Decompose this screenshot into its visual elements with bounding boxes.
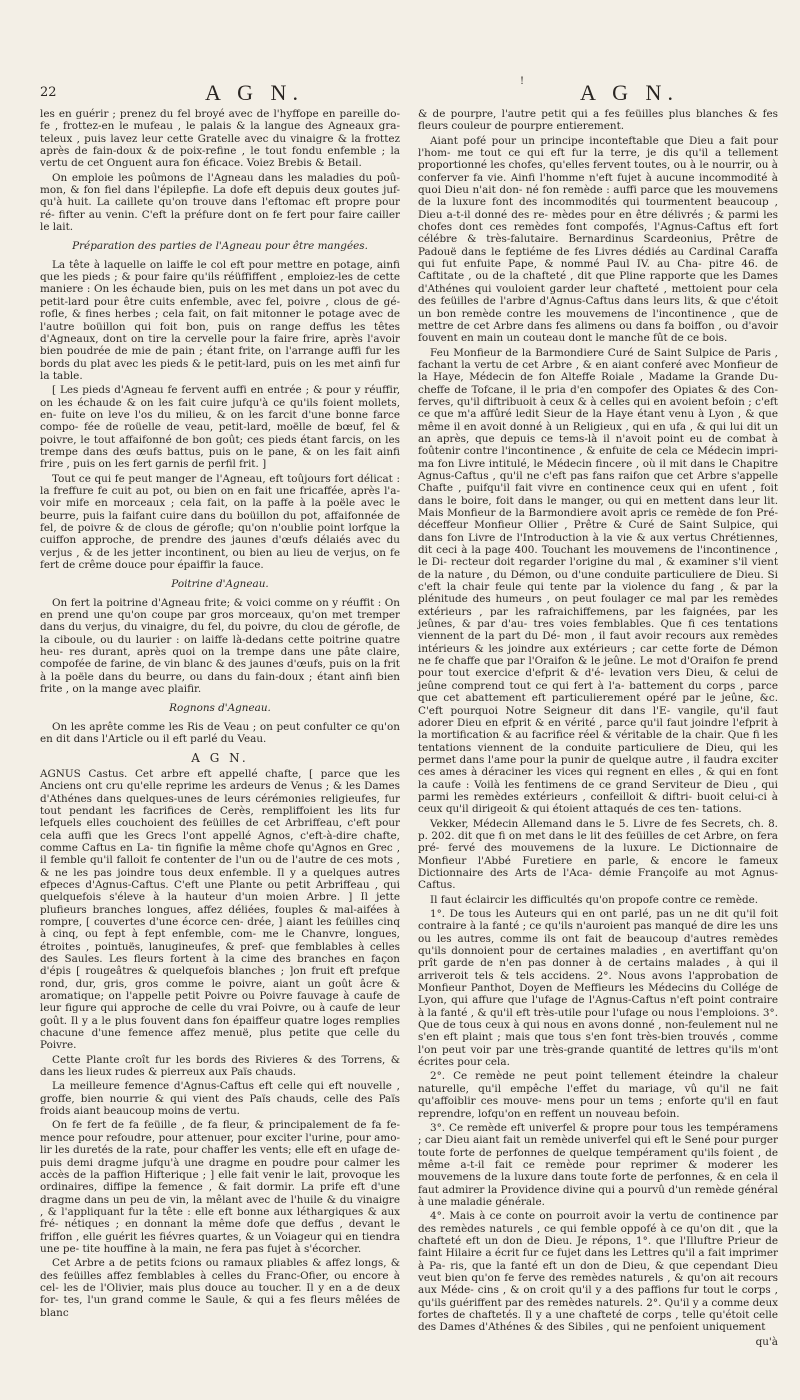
paragraph: Il faut éclaircir les difficultés qu'on propofe contre ce remède. [430,893,759,906]
paragraph: 4°. Mais à ce conte on pourroit avoir la vertu de continence par des remèdes naturels , ce qui femble oppofé à ce qu'on dit , que la chafteté eft un don de Dieu. Je répons, 1°. que l'Illuftre Prieur de faint Hilaire a écrit fur ce fujet dans les Lettres qu'il a fait imprimer à Pa- ris, que la fanté eft un don de Dieu, & que cependant Dieu veut bien qu'on fe ferve des remèdes naturels , & qu'on ait recours aux Méde- cins , & on croit qu'il y a des paffions fur tout le corps , qu'ils guériffent par des remèdes naturels. 2°. Qu'il y a comme deux fortes de chaftetés. Il y a une chafteté de corps , telle qu'étoit celle des Dames d'Athénes & des Sibiles , qui ne penfoient uniquement [418,1210,778,1334]
paragraph: La meilleure femence d'Agnus-Caftus eft celle qui eft nouvelle , groffe, bien nourrie & qui vient des Païs chauds, celle des Païs froids aiant beaucoup moins de vertu. [40,1080,400,1118]
running-head-right: A G N. [580,80,679,105]
running-head-left: A G N. [205,80,304,105]
paragraph: Aiant pofé pour un principe inconteftable que Dieu a fait pour l'hom- me tout ce qui eft fur la terre, je dis qu'il a tellement proportionné les chofes, qu'elles fervent toutes, ou à le nourrir, ou à conferver fa vie. Ainfi l'homme n'eft fujet à aucune incommodité à quoi Dieu n'ait don- né fon remède : auffi parce que les mouvemens de la luxure font des incommodités qui tourmentent beaucoup , Dieu a-t-il donné des re- mèdes pour en être délivrés ; & parmi les chofes dont ces remèdes font compofés, l'Agnus-Caftus eft fort célébre & très-falutaire. Bernardinus Scardeonius, Prêtre de Padouë dans le feptiéme de fes Livres dédiés au Cardinal Caraffa qui fut enfuite Pape, & nommé Paul IV. au Cha- pitre 46. de Caftitate , ou de la chafteté , dit que Pline rapporte que les Dames d'Athénes qui vouloient garder leur chafteté , mettoient pour cela des feüilles de l'arbre d'Agnus-Caftus dans leurs lits, & que c'étoit un bon remède contre les mouvemens de l'incontinence , que de mettre de cet Arbre dans fes alimens ou dans fa boiffon , ou d'avoir fouvent en main un couteau dont le manche fût de ce bois. [418,134,778,345]
paragraph: les en guérir ; prenez du fel broyé avec de l'hyffope en pareille do- fe , frottez-en le mufeau , le palais & la langue des Agneaux gra- teleux , puis lavez leur cette Gratelle avec du vinaigre & la frottez après de fain-doux & de poix-refine , le tout fondu enfemble ; la vertu de cet Onguent aura fon éficace. Voiez Brebis & Betail. [40,108,400,170]
page-header [40,0,780,105]
paragraph: Cette Plante croît fur les bords des Rivieres & des Torrens, & dans les lieux rudes & pierreux aux Païs chauds. [40,1053,400,1079]
page-number: 22 [40,85,57,100]
paragraph: 3°. Ce remède eft univerfel & propre pour tous les tempéramens ; car Dieu aiant fait un remède univerfel qui eft le Sené pour purger toute forte de perfonnes de quelque tempérament qu'ils foient , de même a-t-il fait ce remède pour reprimer & moderer les mouvemens de la luxure dans toute forte de perfonnes, & en cela il faut admirer la Providence divine qui a pourvû d'un remède général à une maladie générale. [418,1121,778,1208]
paragraph: La tête à laquelle on laiffe le col eft pour mettre en potage, ainfi que les pieds ; & pour faire qu'ils réüffiffent , emploiez-les de cette maniere : On les échaude bien, puis on les met dans un pot avec du petit-lard pour être cuits enfemble, avec fel, poivre , clous de gé- rofle, & fines herbes ; cela fait, on fait mitonner le potage avec de l'autre boüillon qui foit bon, puis on range deffus les têtes d'Agneaux, dont on tire la cervelle pour la faire frire, après l'avoir bien poudrée de mie de pain ; étant frite, on l'arrange auffi fur les bords du plat avec les pieds & le petit-lard, puis on les met ainfi fur la table. [40,258,400,382]
section-title: Préparation des parties de l'Agneau pour être mangées. [72,240,368,253]
left-column [40,108,400,1348]
paragraph: 2°. Ce remède ne peut point tellement éteindre la chaleur naturelle, qu'il empêche l'effet du mariage, vû qu'il ne fait qu'affoiblir ces mouve- mens pour un tems ; enforte qu'il en faut reprendre, lofqu'on en reffent un nouveau befoin. [418,1070,778,1120]
catchword: qu'à [755,1335,778,1348]
paragraph: On fert la poitrine d'Agneau frite; & voici comme on y réuffit : On en prend une qu'on coupe par gros morceaux, qu'on met tremper dans du verjus, du vinaigre, du fel, du poivre, du clou de gérofle, de la ciboule, ou du laurier : on laiffe là-dedans cette poitrine quatre heu- res durant, après quoi on la trempe dans une pâte claire, compofée de farine, de vin blanc & des jaunes d'œufs, puis on la frit à la poële dans du beurre, ou dans du fain-doux ; étant ainfi bien frite , on la mange avec plaifir. [40,596,400,696]
right-column [418,108,778,1348]
paragraph: On les aprête comme les Ris de Veau ; on peut confulter ce qu'on en dit dans l'Article ou il eft parlé du Veau. [40,720,400,746]
paragraph: [ Les pieds d'Agneau fe fervent auffi en entrée ; & pour y réuffir, on les échaude & on les fait cuire jufqu'à ce qu'ils foient mollets, en- fuite on leve l'os du milieu, & on les farcit d'une bonne farce compo- fée de roüelle de veau, petit-lard, moëlle de bœuf, fel & poivre, le tout affaifonné de bon goût; ces pieds étant farcis, on les trempe dans des œufs battus, puis on le pane, & on les fait ainfi frire , puis on les fert garnis de perfil frit. ] [40,384,400,471]
paragraph: AGNUS Castus. Cet arbre eft appellé chafte, [ parce que les Anciens ont cru qu'elle reprime les ardeurs de Venus ; & les Dames d'Athénes dans quelques-unes de leurs cérémonies religieufes, fur tout pendant les facrifices de Cerès, rempliffoient les lits fur lefquels elles couchoient des feüilles de cet Arbriffeau, c'eft pour cela auffi que les Grecs l'ont appellé Agnos, c'eft-à-dire chafte, comme Caftus en La- tin fignifie la même chofe qu'Agnos en Grec , il femble qu'il falloit fe contenter de l'un ou de l'autre de ces mots , & ne les pas joindre tous deux enfemble. Il y a quelques autres efpeces d'Agnus-Caftus. C'eft une Plante ou petit Arbriffeau , qui quelquefois s'éleve à la hauteur d'un moien Arbre. ] Il jette plufieurs branches longues, affez déliées, fouples & mal-aifées à rompre, [ couvertes d'une écorce cen- drée, ] aiant les feüilles cinq à cinq, ou fept à fept enfemble, com- me le Chanvre, longues, étroites , pointuës, lanugineufes, & pref- que femblables à celles des Saules. Les fleurs fortent à la cime des branches en façon d'épis [ rougeâtres & quelquefois blanches ; ]on fruit eft prefque rond, dur, gris, gros comme le poivre, aiant un goût âcre & aromatique; on l'appelle petit Poivre ou Poivre fauvage à caufe de leur figure qui approche de celle du vrai Poivre, ou à caufe de leur goût. Il y a le plus fouvent dans fon épaiffeur quatre loges remplies chacune d'une femence affez menuë, plus petite que celle du Poivre. [40,767,400,1052]
paragraph: Tout ce qui fe peut manger de l'Agneau, eft toûjours fort délicat : la freffure fe cuit au pot, ou bien on en fait une fricaffée, après l'a- voir mife en morceaux ; cela fait, on la paffe à la poële avec le beurre, puis la faifant cuire dans du boüillon du pot, affaifonnée de fel, de poivre & de clous de gérofle; qu'on n'oublie point lorfque la cuiffon approche, de prendre des jaunes d'œufs délaiés avec du verjus , & de les jetter incontinent, ou bien au lieu de verjus, on fe fert de crême douce pour épaiffir la fauce. [40,472,400,572]
paragraph: & de pourpre, l'autre petit qui a fes feüilles plus blanches & fes fleurs couleur de pourpre entierement. [418,108,778,133]
paragraph: 1°. De tous les Auteurs qui en ont parlé, pas un ne dit qu'il foit contraire à la fanté ; ce qu'ils n'auroient pas manqué de dire les uns ou les autres, comme ils ont fait de beaucoup d'autres remèdes qu'ils donnoient pour de certaines maladies , en avertiffant qu'on prît garde de n'en pas donner à de certains malades , à qui il arriveroit tels & tels accidens. 2°. Nous avons l'approbation de Monfieur Panthot, Doyen de Meffieurs les Médecins du Collége de Lyon, qui affure que l'ufage de l'Agnus-Caftus n'eft point contraire à la fanté , & qu'il eft très-utile pour l'ufage ou nous l'emploions. 3°. Que de tous ceux à qui nous en avons donné , non-feulement nul ne s'en eft plaint ; mais que tous s'en font très-bien trouvés , comme l'on peut voir par une très-grande quantité de lettres qu'ils m'ont écrites pour cela. [418,908,778,1069]
section-title: Poitrine d'Agneau. [171,578,269,591]
paragraph: Cet Arbre a de petits fcions ou ramaux pliables & affez longs, & des feüilles affez femblables à celles du Franc-Ofier, ou encore à cel- les de l'Olivier, mais plus douce au toucher. Il y en a de deux for- tes, l'un grand comme le Saule, & qui a fes fleurs mêlées de blanc [40,1257,400,1319]
section-heading: A G N. [191,750,249,765]
paragraph: On emploie les poûmons de l'Agneau dans les maladies du poû- mon, & fon fiel dans l'épilepfie. La dofe eft depuis deux goutes juf- qu'à huit. La caillete qu'on trouve dans l'eftomac eft propre pour ré- fifter au venin. C'eft la préfure dont on fe fert pour faire cailler le lait. [40,171,400,234]
header-mark: ! [520,76,525,87]
paragraph: Vekker, Médecin Allemand dans le 5. Livre de fes Secrets, ch. 8. p. 202. dit que fi on met dans le lit des feüilles de cet Arbre, on fera pré- fervé des mouvemens de la luxure. Le Dictionnaire de Monfieur l'Abbé Furetiere en parle, & encore le fameux Dictionnaire des Arts de l'Aca- démie Françoife au mot Agnus-Caftus. [418,817,778,892]
paragraph: Feu Monfieur de la Barmondiere Curé de Saint Sulpice de Paris , fachant la vertu de cet Arbre , & en aiant conferé avec Monfieur de la Haye, Médecin de fon Alteffe Roiale , Madame la Grande Du- cheffe de Tofcane, il le pria d'en compofer des Opiates & des Con- ferves, qu'il diftribuoit à ceux & à celles qui en avoient befoin ; c'eft ce que m'a affûré ledit Sieur de la Haye étant venu à Lyon , & que même il en avoit donné à un Religieux , qui en ufa , & qui lui dit un an après, que depuis ce tems-là il n'avoit point eu de combat à foûtenir contre l'incontinence , & enfuite de cela ce Médecin impri- ma fon Livre intitulé, le Médecin fincere , où il mit dans le Chapitre Agnus-Caftus , qu'il ne c'eft pas fans raifon que cet Arbre s'appelle Chafte , puifqu'il fait vivre en continence ceux qui en ufent , foit dans le boire, foit dans le manger, ou qui en mettent dans leur lit. Mais Monfieur de la Barmondiere avoit apris ce remède de fon Pré- déceffeur Monfieur Ollier , Prêtre & Curé de Saint Sulpice, qui dans fon Livre de l'Introduction à la vie & aux vertus Chrétiennes, dit ceci à la page 400. Touchant les mouvemens de l'incontinence , le Di- recteur doit regarder l'origine du mal , & examiner s'il vient de la nature , du Démon, ou d'une conduite particuliere de Dieu. Si c'eft la chair feule qui tente par la violence du fang , & par la plénitude des humeurs , on peut foulager ce mal par les remèdes extérieurs , par les rafraichiffemens, par les faignées, par les jeûnes, & par d'au- tres voies femblables. Que fi ces tentations viennent de la part du Dé- mon , il faut avoir recours aux remèdes intérieurs & les joindre aux extérieurs ; car cette forte de Démon ne fe chaffe que par l'Oraifon & le jeûne. Le mot d'Oraifon fe prend pour tout exercice d'efprit & d'é- levation vers Dieu, & celui de jeûne comprend tout ce qui fert à l'a- battement du corps , parce que cet abattement eft particulierement opéré par le jeûne, &c. C'eft pourquoi Notre Seigneur dit dans l'E- vangile, qu'il faut adorer Dieu en efprit & en vérité , parce qu'il faut joindre l'efprit à la mortification & au facrifice réel & véritable de la chair. Que fi les tentations viennent de la conduite particuliere de Dieu, qui les permet dans l'ame pour la punir de quelque autre , il faudra exciter ces ames à déraciner les vices qui regnent en elles , & qui en font la caufe : Voilà les fentimens de ce grand Serviteur de Dieu , qui parmi les remèdes extérieurs , confeilloit & diftri- buoit celui-ci à ceux qu'il dirigeoit & qui étoient attaqués de ces ten- tations. [418,346,778,816]
text-columns [40,108,780,1348]
section-title: Rognons d'Agneau. [169,702,271,715]
paragraph: On fe fert de fa feüille , de fa fleur, & principalement de fa fe- mence pour refoudre, pour attenuer, pour exciter l'urine, pour amo- lir les duretés de la rate, pour chaffer les vents; elle eft en ufage de- puis demi dragme jufqu'à une dragme en poudre pour calmer les accès de la paffion Hifterique ; ] elle fait venir le lait, provoque les ordinaires, diffipe la femence , & fait dormir. La prife eft d'une dragme dans un peu de vin, la mêlant avec de l'huile & du vinaigre , & l'appliquant fur la tête : elle eft bonne aux léthargiques & aux fré- nétiques ; en donnant la même dofe que deffus , devant le friffon , elle guérit les fiévres quartes, & un Voiageur qui en tiendra une pe- tite houffine à la main, ne fera pas fujet à s'écorcher. [40,1119,400,1255]
